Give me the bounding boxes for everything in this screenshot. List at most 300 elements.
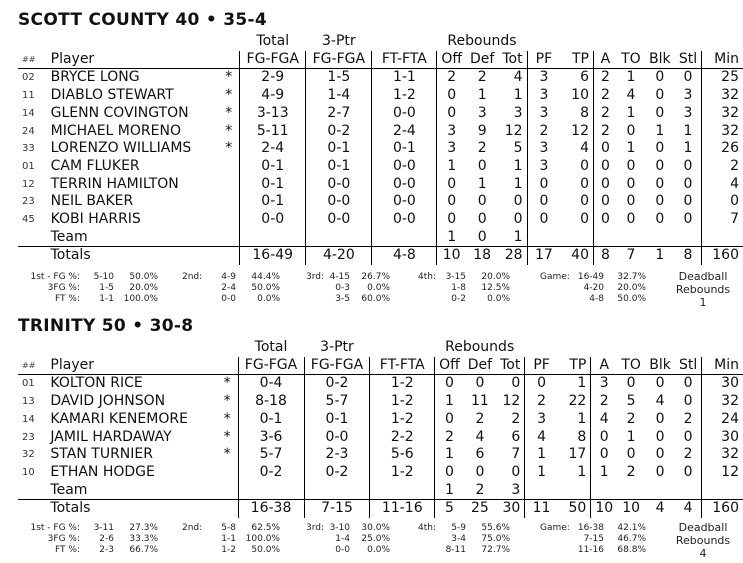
q2-made: 1-1 — [221, 534, 236, 544]
team-row-label: Team — [50, 228, 88, 245]
q4-made: 5-9 — [451, 523, 466, 533]
player-fg: 0-4 — [238, 375, 304, 393]
spacer — [218, 247, 239, 265]
player-def-reb: 2 — [477, 140, 487, 157]
header-off: Off — [435, 357, 464, 375]
totals-def-reb: 18 — [466, 247, 498, 265]
q2-pct: 50.0% — [251, 283, 280, 293]
player-off-reb: 0 — [435, 464, 464, 482]
totals-fg3: 4-20 — [306, 247, 372, 265]
q4-label: 4th: — [418, 272, 436, 282]
player-steals: 0 — [683, 393, 693, 410]
header-row-group — [18, 33, 743, 51]
player-tp: 1 — [577, 410, 587, 427]
totals-minutes: 160 — [702, 500, 743, 518]
header-spacer — [46, 339, 216, 357]
player-def-reb: 0 — [477, 193, 487, 210]
header-total: Total — [254, 339, 288, 355]
totals-blocks: 4 — [645, 500, 675, 518]
team-row — [18, 482, 743, 500]
starter-mark: * — [223, 410, 231, 427]
player-assists: 0 — [591, 429, 617, 447]
player-fg: 0-1 — [240, 176, 306, 194]
player-name: KOLTON RICE — [50, 375, 143, 392]
team-tot-reb: 1 — [513, 228, 523, 245]
player-number: 14 — [22, 107, 35, 119]
player-blocks: 0 — [655, 193, 665, 210]
player-ft: 0-0 — [372, 176, 437, 194]
player-minutes: 7 — [702, 211, 743, 229]
rebounds-label: Rebounds — [675, 534, 731, 547]
team-row-label: Team — [50, 481, 88, 498]
spacer — [217, 482, 238, 500]
starter-mark: * — [225, 104, 233, 121]
player-fg: 2-4 — [240, 140, 306, 158]
player-ft: 5-6 — [370, 446, 435, 464]
player-tot-reb: 12 — [502, 393, 521, 410]
spacer — [702, 482, 743, 500]
player-steals: 0 — [683, 157, 693, 174]
player-number: 32 — [22, 449, 35, 461]
game-pct: 68.8% — [617, 545, 646, 555]
player-tp: 17 — [568, 446, 587, 463]
player-pf: 3 — [527, 87, 560, 105]
game-pct: 20.0% — [617, 283, 646, 293]
header-a: A — [591, 357, 617, 375]
player-tot-reb: 3 — [513, 104, 523, 121]
header-spacer — [645, 339, 675, 357]
q3-made: 1-4 — [335, 534, 350, 544]
totals-pf: 11 — [525, 500, 558, 518]
q1-made: 1-5 — [99, 283, 114, 293]
totals-turnovers: 7 — [617, 247, 645, 265]
game-pct: 42.1% — [617, 523, 646, 533]
totals-steals: 4 — [675, 500, 702, 518]
player-ft: 1-1 — [372, 69, 437, 87]
team-off-reb: 1 — [435, 482, 464, 500]
player-name: NEIL BAKER — [50, 193, 134, 210]
game-made: 11-16 — [577, 545, 604, 555]
q2-made: 5-8 — [221, 523, 236, 533]
player-ft: 1-2 — [372, 87, 437, 105]
header-pf: PF — [525, 357, 558, 375]
player-pf: 0 — [527, 193, 560, 211]
player-tot-reb: 5 — [513, 140, 523, 157]
totals-ft: 4-8 — [372, 247, 437, 265]
player-fg: 3-6 — [238, 429, 304, 447]
player-tp: 4 — [580, 140, 589, 157]
player-blocks: 0 — [655, 175, 665, 192]
player-pf: 3 — [527, 158, 560, 176]
header-rebounds: Rebounds — [445, 339, 515, 355]
header-ft: FT-FTA — [370, 357, 435, 375]
box-score-table — [18, 33, 743, 265]
player-fg3: 0-0 — [306, 176, 372, 194]
player-name: LORENZO WILLIAMS — [50, 140, 192, 157]
q3-label: 3rd: — [306, 523, 325, 533]
header-stl: Stl — [675, 357, 702, 375]
q3-pct: 60.0% — [361, 294, 390, 304]
q4-made: 8-11 — [445, 545, 466, 555]
player-assists: 0 — [593, 193, 616, 211]
header-spacer — [617, 339, 645, 357]
player-steals: 2 — [683, 410, 693, 427]
header-tp: TP — [558, 357, 591, 375]
spacer — [617, 482, 645, 500]
player-tot-reb: 0 — [511, 463, 521, 480]
player-fg: 0-1 — [240, 193, 306, 211]
player-tp: 0 — [580, 157, 589, 174]
player-name: KOBI HARRIS — [50, 211, 141, 228]
player-assists: 3 — [591, 375, 617, 393]
team-tot-reb: 3 — [511, 481, 521, 498]
player-fg3: 2-7 — [306, 105, 372, 123]
player-ft: 0-0 — [372, 105, 437, 123]
player-tot-reb: 2 — [511, 410, 521, 427]
player-tot-reb: 7 — [511, 446, 521, 463]
totals-label: Totals — [46, 500, 216, 518]
starter-mark: * — [225, 87, 233, 104]
player-number: 23 — [22, 196, 35, 208]
player-assists: 2 — [591, 393, 617, 411]
header-player: Player — [47, 51, 219, 69]
header-spacer — [525, 339, 558, 357]
player-pf: 4 — [525, 429, 558, 447]
spacer — [18, 500, 46, 518]
summary-row-label: 3FG %: — [47, 534, 80, 544]
q3-pct: 25.0% — [361, 534, 390, 544]
player-turnovers: 0 — [626, 375, 636, 392]
spacer — [645, 229, 675, 247]
player-steals: 0 — [683, 175, 693, 192]
spacer — [675, 482, 702, 500]
header-to: TO — [617, 357, 645, 375]
team-def-reb: 2 — [475, 481, 485, 498]
totals-off-reb: 5 — [435, 500, 464, 518]
starter-mark: * — [223, 393, 231, 410]
q4-pct: 72.7% — [481, 545, 510, 555]
q3-pct: 26.7% — [361, 272, 390, 282]
player-number: 45 — [22, 214, 35, 226]
player-def-reb: 6 — [475, 446, 485, 463]
player-blocks: 0 — [655, 375, 665, 392]
player-assists: 0 — [593, 176, 616, 194]
q1-made: 1-1 — [99, 294, 114, 304]
summary-row-label: FT %: — [55, 294, 80, 304]
totals-off-reb: 10 — [437, 247, 466, 265]
player-number: 10 — [22, 466, 35, 478]
player-assists: 4 — [591, 411, 617, 429]
player-minutes: 32 — [702, 446, 743, 464]
player-turnovers: 0 — [626, 122, 636, 139]
player-number: 24 — [22, 125, 35, 137]
player-number: 12 — [22, 178, 35, 190]
deadball-label: Deadball — [678, 521, 728, 534]
player-minutes: 30 — [702, 429, 743, 447]
player-fg: 8-18 — [238, 393, 304, 411]
player-fg: 0-1 — [238, 411, 304, 429]
player-blocks: 1 — [655, 122, 665, 139]
header-fg3: FG-FGA — [306, 51, 372, 69]
player-off-reb: 1 — [437, 158, 466, 176]
header-spacer — [217, 357, 238, 375]
spacer — [18, 229, 47, 247]
header-tp: TP — [560, 51, 593, 69]
header-stl: Stl — [675, 51, 702, 69]
player-turnovers: 1 — [626, 428, 636, 445]
player-row — [18, 393, 743, 411]
player-tp: 0 — [580, 193, 589, 210]
deadball-label: Deadball — [678, 270, 728, 283]
player-turnovers: 4 — [626, 87, 636, 104]
player-steals: 0 — [683, 428, 693, 445]
player-def-reb: 9 — [477, 122, 487, 139]
player-off-reb: 2 — [437, 69, 466, 87]
spacer — [617, 229, 645, 247]
player-blocks: 0 — [655, 410, 665, 427]
player-tp: 0 — [580, 175, 589, 192]
player-row — [18, 158, 743, 176]
spacer — [560, 229, 593, 247]
starter-mark: * — [225, 69, 233, 86]
header-spacer — [675, 339, 702, 357]
game-made: 4-20 — [583, 283, 604, 293]
player-blocks: 0 — [655, 428, 665, 445]
player-blocks: 0 — [655, 69, 665, 86]
player-name: JAMIL HARDAWAY — [50, 428, 172, 445]
q4-pct: 0.0% — [487, 294, 510, 304]
q1-made: 2-6 — [99, 534, 114, 544]
player-assists: 0 — [591, 446, 617, 464]
player-blocks: 0 — [655, 157, 665, 174]
q3-made: 0-0 — [335, 545, 350, 555]
header-spacer — [702, 339, 743, 357]
player-tot-reb: 0 — [511, 375, 521, 392]
totals-assists: 8 — [593, 247, 616, 265]
deadball-rebounds — [668, 270, 738, 309]
player-ft: 2-2 — [370, 429, 435, 447]
player-steals: 0 — [683, 211, 693, 228]
player-minutes: 0 — [702, 193, 743, 211]
totals-turnovers: 10 — [617, 500, 645, 518]
summary-row-label: 1st - FG %: — [30, 523, 80, 533]
spacer — [218, 229, 239, 247]
player-off-reb: 0 — [437, 193, 466, 211]
player-row — [18, 69, 743, 87]
q4-pct: 12.5% — [481, 283, 510, 293]
player-off-reb: 0 — [435, 375, 464, 393]
q2-pct: 44.4% — [251, 272, 280, 282]
spacer — [304, 482, 370, 500]
player-def-reb: 1 — [477, 87, 487, 104]
header-spacer — [558, 339, 591, 357]
q1-pct: 33.3% — [129, 534, 158, 544]
player-fg3: 0-1 — [304, 411, 370, 429]
header-spacer — [702, 33, 743, 51]
totals-row — [18, 500, 743, 518]
deadball-rebounds — [668, 521, 738, 560]
starter-mark: * — [225, 140, 233, 157]
player-steals: 2 — [683, 446, 693, 463]
player-minutes: 32 — [702, 393, 743, 411]
starter-mark — [218, 211, 239, 229]
starter-mark — [218, 193, 239, 211]
totals-def-reb: 25 — [464, 500, 496, 518]
spacer — [645, 482, 675, 500]
header-spacer — [645, 33, 675, 51]
player-turnovers: 0 — [626, 193, 636, 210]
header-spacer — [617, 33, 645, 51]
header-spacer — [218, 51, 239, 69]
player-pf: 1 — [525, 464, 558, 482]
player-assists: 2 — [593, 87, 616, 105]
player-tot-reb: 0 — [513, 193, 523, 210]
player-pf: 0 — [527, 211, 560, 229]
totals-blocks: 1 — [645, 247, 675, 265]
q3-made: 3-5 — [335, 294, 350, 304]
player-name: ETHAN HODGE — [50, 463, 155, 480]
header-pf: PF — [527, 51, 560, 69]
player-pf: 2 — [525, 393, 558, 411]
header-total: Total — [256, 33, 290, 49]
player-number: 11 — [22, 90, 35, 102]
header-a: A — [593, 51, 616, 69]
game-made: 16-38 — [577, 523, 604, 533]
game-label: Game: — [540, 272, 570, 282]
player-blocks: 0 — [655, 87, 665, 104]
totals-row — [18, 247, 743, 265]
player-row — [18, 446, 743, 464]
player-number: 01 — [22, 378, 35, 390]
header-row-group — [18, 339, 743, 357]
game-pct: 32.7% — [617, 272, 646, 282]
spacer — [675, 229, 702, 247]
player-tot-reb: 1 — [513, 175, 523, 192]
game-pct: 46.7% — [617, 534, 646, 544]
player-steals: 3 — [683, 87, 693, 104]
player-assists: 0 — [593, 211, 616, 229]
header-spacer — [675, 33, 702, 51]
player-tp: 12 — [571, 122, 589, 139]
totals-tot-reb: 30 — [496, 500, 525, 518]
player-number: 02 — [22, 72, 35, 84]
q3-made: 0-3 — [335, 283, 350, 293]
spacer — [372, 229, 437, 247]
player-tp: 8 — [580, 104, 589, 121]
q4-made: 3-15 — [445, 272, 466, 282]
player-assists: 0 — [593, 158, 616, 176]
header-hash: ## — [18, 51, 47, 69]
team-title: SCOTT COUNTY 40 • 35-4 — [18, 10, 267, 30]
player-blocks: 0 — [655, 140, 665, 157]
player-minutes: 26 — [702, 140, 743, 158]
spacer — [306, 229, 372, 247]
player-fg3: 0-2 — [304, 464, 370, 482]
starter-mark: * — [225, 122, 233, 139]
totals-tot-reb: 28 — [498, 247, 527, 265]
player-ft: 2-4 — [372, 123, 437, 141]
totals-tp: 50 — [558, 500, 591, 518]
q3-made: 4-15 — [329, 272, 350, 282]
player-def-reb: 4 — [475, 428, 485, 445]
player-row — [18, 429, 743, 447]
spacer — [18, 247, 47, 265]
player-def-reb: 2 — [477, 69, 487, 86]
player-fg: 0-0 — [240, 211, 306, 229]
header-off: Off — [437, 51, 466, 69]
header-row — [18, 357, 743, 375]
player-blocks: 0 — [655, 211, 665, 228]
player-tp: 1 — [577, 463, 587, 480]
player-turnovers: 0 — [626, 157, 636, 174]
player-turnovers: 2 — [626, 463, 636, 480]
q2-made: 0-0 — [221, 294, 236, 304]
player-turnovers: 5 — [626, 393, 636, 410]
player-row — [18, 211, 743, 229]
header-row — [18, 51, 743, 69]
player-tot-reb: 1 — [513, 157, 523, 174]
box-score-table — [18, 339, 743, 518]
player-row — [18, 123, 743, 141]
player-fg: 2-9 — [240, 69, 306, 87]
header-spacer — [372, 33, 437, 51]
player-tot-reb: 4 — [513, 69, 523, 86]
player-assists: 2 — [593, 105, 616, 123]
header-fg: FG-FGA — [238, 357, 304, 375]
q2-made: 4-9 — [221, 272, 236, 282]
header-spacer — [527, 33, 560, 51]
player-row — [18, 140, 743, 158]
totals-steals: 8 — [675, 247, 702, 265]
player-name: STAN TURNIER — [50, 446, 153, 463]
player-blocks: 0 — [655, 104, 665, 121]
player-tp: 0 — [580, 211, 589, 228]
starter-mark: * — [223, 446, 231, 463]
player-minutes: 32 — [702, 87, 743, 105]
player-minutes: 32 — [702, 123, 743, 141]
q2-label: 2nd: — [182, 523, 203, 533]
player-tp: 22 — [568, 393, 587, 410]
player-number: 23 — [22, 431, 35, 443]
header-rebounds: Rebounds — [447, 33, 517, 49]
player-tp: 10 — [571, 87, 589, 104]
player-name: DAVID JOHNSON — [50, 393, 166, 410]
player-name: TERRIN HAMILTON — [50, 175, 179, 192]
q4-made: 3-4 — [451, 534, 466, 544]
player-steals: 1 — [683, 140, 693, 157]
spacer — [558, 482, 591, 500]
player-row — [18, 375, 743, 393]
player-off-reb: 0 — [437, 105, 466, 123]
player-turnovers: 0 — [626, 446, 636, 463]
q1-made: 2-3 — [99, 545, 114, 555]
player-blocks: 4 — [655, 393, 665, 410]
header-3ptr: 3-Ptr — [320, 339, 354, 355]
player-turnovers: 0 — [626, 211, 636, 228]
player-off-reb: 1 — [435, 393, 464, 411]
header-blk: Blk — [645, 357, 675, 375]
player-tot-reb: 0 — [513, 211, 523, 228]
header-spacer — [18, 339, 46, 357]
q4-made: 0-2 — [451, 294, 466, 304]
player-pf: 3 — [527, 140, 560, 158]
q2-pct: 0.0% — [257, 294, 280, 304]
q3-pct: 0.0% — [367, 545, 390, 555]
player-minutes: 12 — [702, 464, 743, 482]
q2-pct: 62.5% — [251, 523, 280, 533]
player-minutes: 4 — [702, 176, 743, 194]
player-ft: 0-0 — [372, 211, 437, 229]
